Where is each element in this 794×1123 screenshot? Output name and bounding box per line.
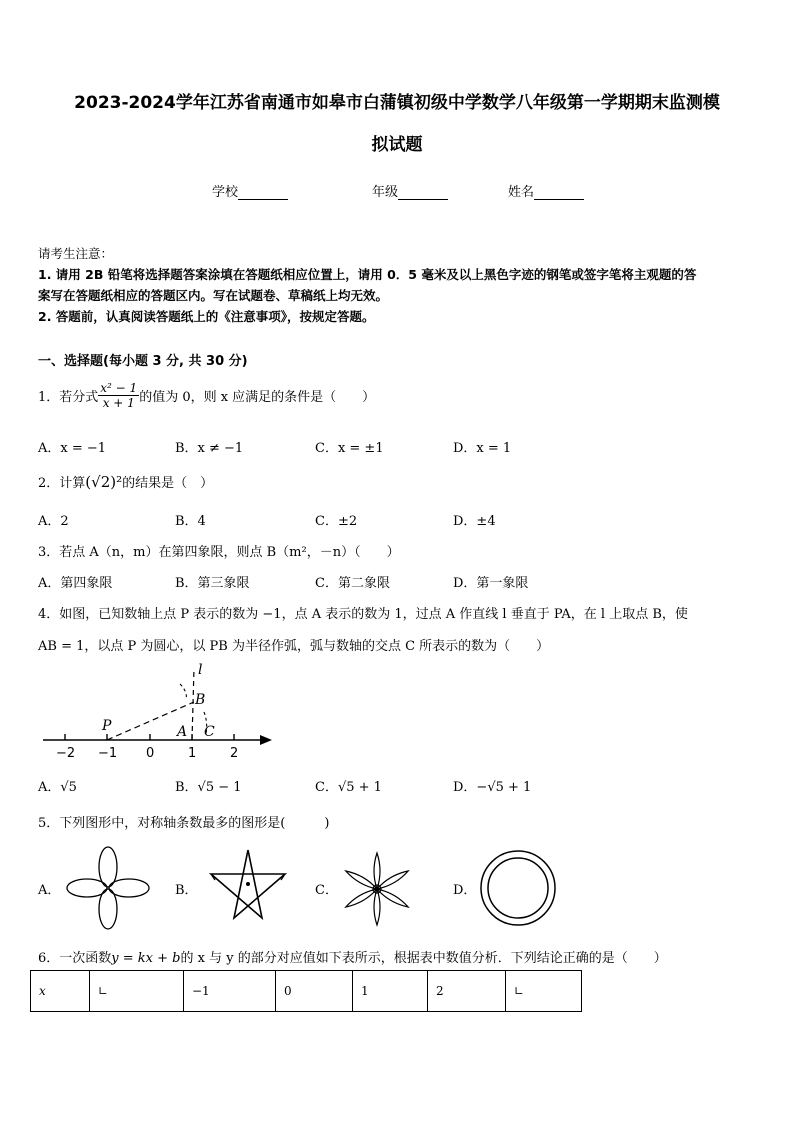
question-6 xyxy=(38,947,768,966)
q5-option-b: B． xyxy=(175,883,198,898)
table-cell: 2 xyxy=(428,971,506,1012)
concentric-rings-icon xyxy=(478,848,558,928)
q5-option-c: C． xyxy=(315,883,338,898)
q2-option-b: B．4 xyxy=(175,514,206,529)
q2-prefix: 2．计算 xyxy=(38,476,86,491)
label-a: A xyxy=(177,724,188,740)
q2-suffix: 的结果是（ ） xyxy=(122,476,214,491)
q4-option-d: D．−√5 + 1 xyxy=(453,780,532,795)
tick-label: −2 xyxy=(56,746,76,761)
q1-option-c: C．x = ±1 xyxy=(315,441,384,456)
q1-prefix: 1．若分式 xyxy=(38,390,99,405)
notice-block xyxy=(38,243,758,327)
star-icon xyxy=(205,846,291,928)
grade-field: 年级 xyxy=(372,181,448,200)
label-b: B xyxy=(195,692,206,708)
label-c: C xyxy=(204,724,215,740)
q1-option-d: D．x = 1 xyxy=(453,441,512,456)
q3-option-c: C．第二象限 xyxy=(315,576,390,591)
q5-option-d: D． xyxy=(453,883,477,898)
notice-item1b: 案写在答题纸相应的答题区内。写在试题卷、草稿纸上均无效。 xyxy=(38,288,389,303)
q3-option-d: D．第一象限 xyxy=(453,576,529,591)
question-3: 3．若点 A（n，m）在第四象限，则点 B（m²，－n）（ ） xyxy=(38,545,400,560)
value-table xyxy=(30,970,582,1012)
q4-option-c: C．√5 + 1 xyxy=(315,780,382,795)
six-petal-flower-icon xyxy=(342,850,412,928)
table-cell: ∟ xyxy=(506,971,582,1012)
question-2 xyxy=(38,472,213,491)
q1-option-b: B．x ≠ −1 xyxy=(175,441,244,456)
number-line-figure xyxy=(38,662,278,762)
q1-numerator: x² − 1 xyxy=(100,381,138,395)
question-5: 5．下列图形中，对称轴条数最多的图形是( ) xyxy=(38,816,330,831)
q1-denominator: x + 1 xyxy=(102,396,135,410)
q1-fraction xyxy=(98,381,139,410)
tick-label: 0 xyxy=(146,746,155,761)
question-1 xyxy=(38,381,375,410)
q3-option-a: A．第四象限 xyxy=(38,576,113,591)
question-4-line1: 4．如图，已知数轴上点 P 表示的数为 −1，点 A 表示的数为 1，过点 A 作直线 l 垂直于 PA，在 l 上取点 B，使 xyxy=(38,607,688,622)
notice-item1a: 1. 请用 2B 铅笔将选择题答案涂填在答题纸相应位置上，请用 0．5 毫米及以上黑色字迹的钢笔或签字笔将主观题的答 xyxy=(38,267,697,282)
q6-suffix: 的 x 与 y 的部分对应值如下表所示，根据表中数值分析．下列结论正确的是（ ） xyxy=(180,951,667,966)
table-cell: 1 xyxy=(353,971,428,1012)
notice-heading: 请考生注意： xyxy=(38,246,114,261)
table-cell: x xyxy=(31,971,90,1012)
q5-option-a: A． xyxy=(38,883,61,898)
q2-option-c: C．±2 xyxy=(315,514,358,529)
page-title-line2: 拟试题 xyxy=(371,135,423,155)
table-cell: ∟ xyxy=(90,971,184,1012)
q1-option-a: A．x = −1 xyxy=(38,441,107,456)
q4-option-b: B．√5 − 1 xyxy=(175,780,242,795)
q4-option-a: A．√5 xyxy=(38,780,77,795)
q2-expression: (√2)² xyxy=(85,473,123,491)
tick-label: 1 xyxy=(188,746,197,761)
school-field: 学校 xyxy=(212,181,288,200)
q6-prefix: 6．一次函数 xyxy=(38,951,112,966)
tick-label: 2 xyxy=(230,746,239,761)
table-cell: −1 xyxy=(184,971,276,1012)
table-row xyxy=(31,971,582,1012)
four-petal-flower-icon xyxy=(66,846,150,930)
q2-option-a: A．2 xyxy=(38,514,69,529)
label-l: l xyxy=(198,662,203,678)
table-cell: 0 xyxy=(276,971,353,1012)
label-p: P xyxy=(102,718,112,734)
q6-equation: y = kx + b xyxy=(111,951,181,966)
section-heading: 一、选择题(每小题 3 分, 共 30 分) xyxy=(38,354,248,369)
q1-suffix: 的值为 0，则 x 应满足的条件是（ ） xyxy=(139,390,376,405)
page-title-line1: 2023-2024学年江苏省南通市如皋市白蒲镇初级中学数学八年级第一学期期末监测模 xyxy=(74,93,720,113)
tick-label: −1 xyxy=(98,746,118,761)
notice-item2: 2. 答题前，认真阅读答题纸上的《注意事项》，按规定答题。 xyxy=(38,309,375,324)
q3-option-b: B．第三象限 xyxy=(175,576,250,591)
name-field: 姓名 xyxy=(508,181,584,200)
question-4-line2: AB = 1，以点 P 为圆心，以 PB 为半径作弧，弧与数轴的交点 C 所表示的数为（ ） xyxy=(38,639,550,654)
q2-option-d: D．±4 xyxy=(453,514,496,529)
